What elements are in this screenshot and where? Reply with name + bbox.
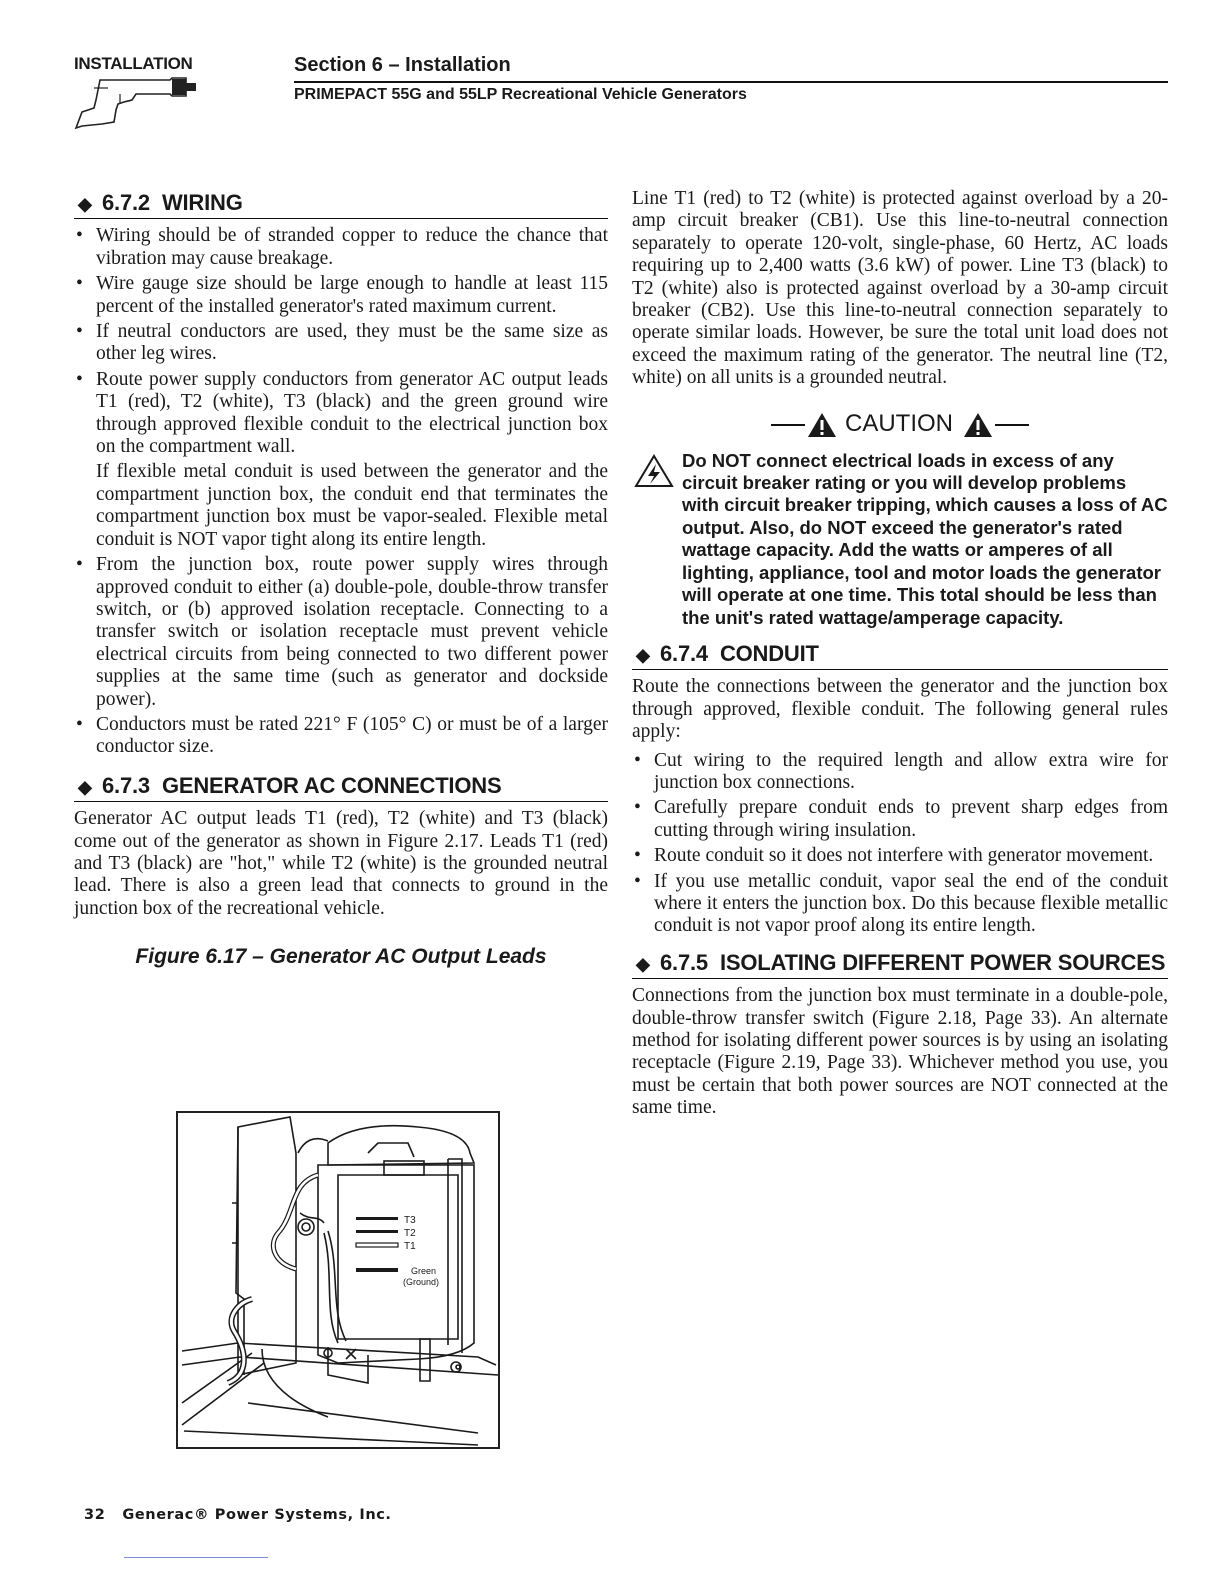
list-item: • From the junction box, route power supply wires through approved conduit to either (a) double-pole, double-throw transfer switch, or (b) approved isolation receptacle. Connecting to a transfer switch or isolation receptacle must prevent vehicle electrical circuits from being connected to two different power supplies at the same time (such as generator and dockside power). [76,554,608,710]
wiring-bullets [74,225,608,458]
lead-label-t2: T2 [404,1228,416,1239]
generator-illustration [178,1113,498,1447]
heading-conduit [632,640,1168,670]
list-item: • If you use metallic conduit, vapor seal the end of the conduit where it enters the junction box. Do this because flexible metallic conduit is not vapor proof along its entire length. [634,870,1168,937]
figure-caption: Figure 6.17 – Generator AC Output Leads [135,945,547,969]
lead-label-ground: (Ground) [403,1277,440,1287]
diamond-bullet-icon: ◆ [636,644,650,665]
heading-number: 6.7.5 [660,949,708,975]
caution-rule-left [771,424,805,426]
lightning-warning-icon [634,454,674,488]
company-name: Generac® Power Systems, Inc. [122,1507,392,1523]
footer-link-underline [124,1557,268,1558]
lead-legend [356,1217,398,1272]
diamond-bullet-icon: ◆ [636,953,650,974]
header-tab-label: INSTALLATION [74,54,193,73]
list-item: • Wire gauge size should be large enough to handle at least 115 percent of the installed generator's rated maximum current. [76,273,608,317]
caution-message [632,450,1168,629]
list-item: • Cut wiring to the required length and allow extra wire for junction box connections. [634,749,1168,793]
conduit-bullets [632,750,1168,938]
heading-title: CONDUIT [719,640,819,666]
list-item: • Carefully prepare conduit ends to prevent sharp edges from cutting through wiring insulation. [634,797,1168,841]
header-logo [74,54,224,144]
list-item: • Conductors must be rated 221° F (105° C) or must be of a larger conductor size. [76,713,608,758]
conduit-intro: Route the connections between the generator and the junction box through approved, flexible conduit. The following general rules apply: [632,676,1168,743]
diamond-bullet-icon: ◆ [78,776,92,797]
warning-triangle-icon [807,412,837,438]
heading-number: 6.7.2 [102,190,150,215]
lead-label-t1: T1 [404,1241,416,1252]
left-column [74,192,608,969]
wiring-bullets-2 [74,554,608,759]
caution-title: CAUTION [845,410,953,438]
caution-text: Do NOT connect electrical loads in excess of any circuit breaker rating or you will develop problems with circuit breaker tripping, which causes a loss of AC output. Also, do NOT exceed the generator's rated wattage capacity. Add the watts or amperes of all lighting, appliance, tool and motor loads the generator will operate at one time. This total should be less than the unit's rated wattage/amperage capacity. [682,449,1168,628]
caution-header [632,412,1168,438]
heading-wiring [74,192,608,219]
heading-title: ISOLATING DIFFERENT POWER SOURCES [719,949,1166,975]
drill-icon [74,74,224,144]
header-rule [294,81,1168,83]
right-column [632,188,1168,1120]
isolating-body: Connections from the junction box must terminate in a double-pole, double-throw transfer switch (Figure 2.18, Page 33). An alternate method for isolating different power sources is by using an isolating receptacle (Figure 2.19, Page 33). Whichever method you use, you must be certain that both power sources are NOT connected at the same time. [632,985,1168,1119]
list-item: • Route conduit so it does not interfere with generator movement. [634,845,1154,867]
list-item: • Route power supply conductors from generator AC output leads T1 (red), T2 (white), T3 (black) and the green ground wire through approved flexible conduit to the electrical junction box on the compartment wall. [76,368,608,458]
figure-generator-ac-output-leads [176,1111,500,1449]
heading-ac-connections [74,772,608,802]
list-item: • Wiring should be of stranded copper to reduce the chance that vibration may cause breakage. [76,225,608,269]
warning-triangle-icon [963,412,993,438]
lead-label-t3: T3 [404,1215,416,1226]
heading-isolating [632,949,1168,979]
heading-number: 6.7.4 [660,640,708,666]
page-number: 32 [84,1507,106,1523]
diamond-bullet-icon: ◆ [78,194,92,214]
page-footer [84,1507,392,1523]
section-subtitle: PRIMEPACT 55G and 55LP Recreational Vehicle Generators [294,86,747,103]
section-title: Section 6 – Installation [294,54,511,76]
list-item: • If neutral conductors are used, they must be the same size as other leg wires. [76,321,608,365]
heading-title: GENERATOR AC CONNECTIONS [161,772,502,798]
heading-title: WIRING [161,190,243,215]
heading-number: 6.7.3 [102,772,150,798]
wiring-indent-paragraph: If flexible metal conduit is used between the generator and the compartment junction box, the conduit end that terminates the compartment junction box must be vapor-sealed. Flexible metal conduit is NOT vapor tight along its entire length. [96,461,608,550]
ac-connections-body: Generator AC output leads T1 (red), T2 (white) and T3 (black) come out of the generator as shown in Figure 2.17. Leads T1 (red) and T3 (black) are "hot," while T2 (white) is the grounded neutral lead. There is also a green lead that connects to ground in the junction box of the recreational vehicle. [74,808,608,919]
circuit-breaker-paragraph: Line T1 (red) to T2 (white) is protected against overload by a 20-amp circuit breaker (CB1). Use this line-to-neutral connection separately to operate 120-volt, single-phase, 60 Hertz, AC loads requiring up to 2,400 watts (3.6 kW) of power. Line T3 (black) to T2 (white) also is protected against overload by a 30-amp circuit breaker (CB2). Use this line-to-neutral connection separately to operate similar loads. However, be sure the total unit load does not exceed the maximum rating of the generator. The neutral line (T2, white) on all units is a grounded neutral. [632,188,1168,389]
lead-label-green: Green [411,1266,437,1276]
caution-rule-right [995,424,1029,426]
